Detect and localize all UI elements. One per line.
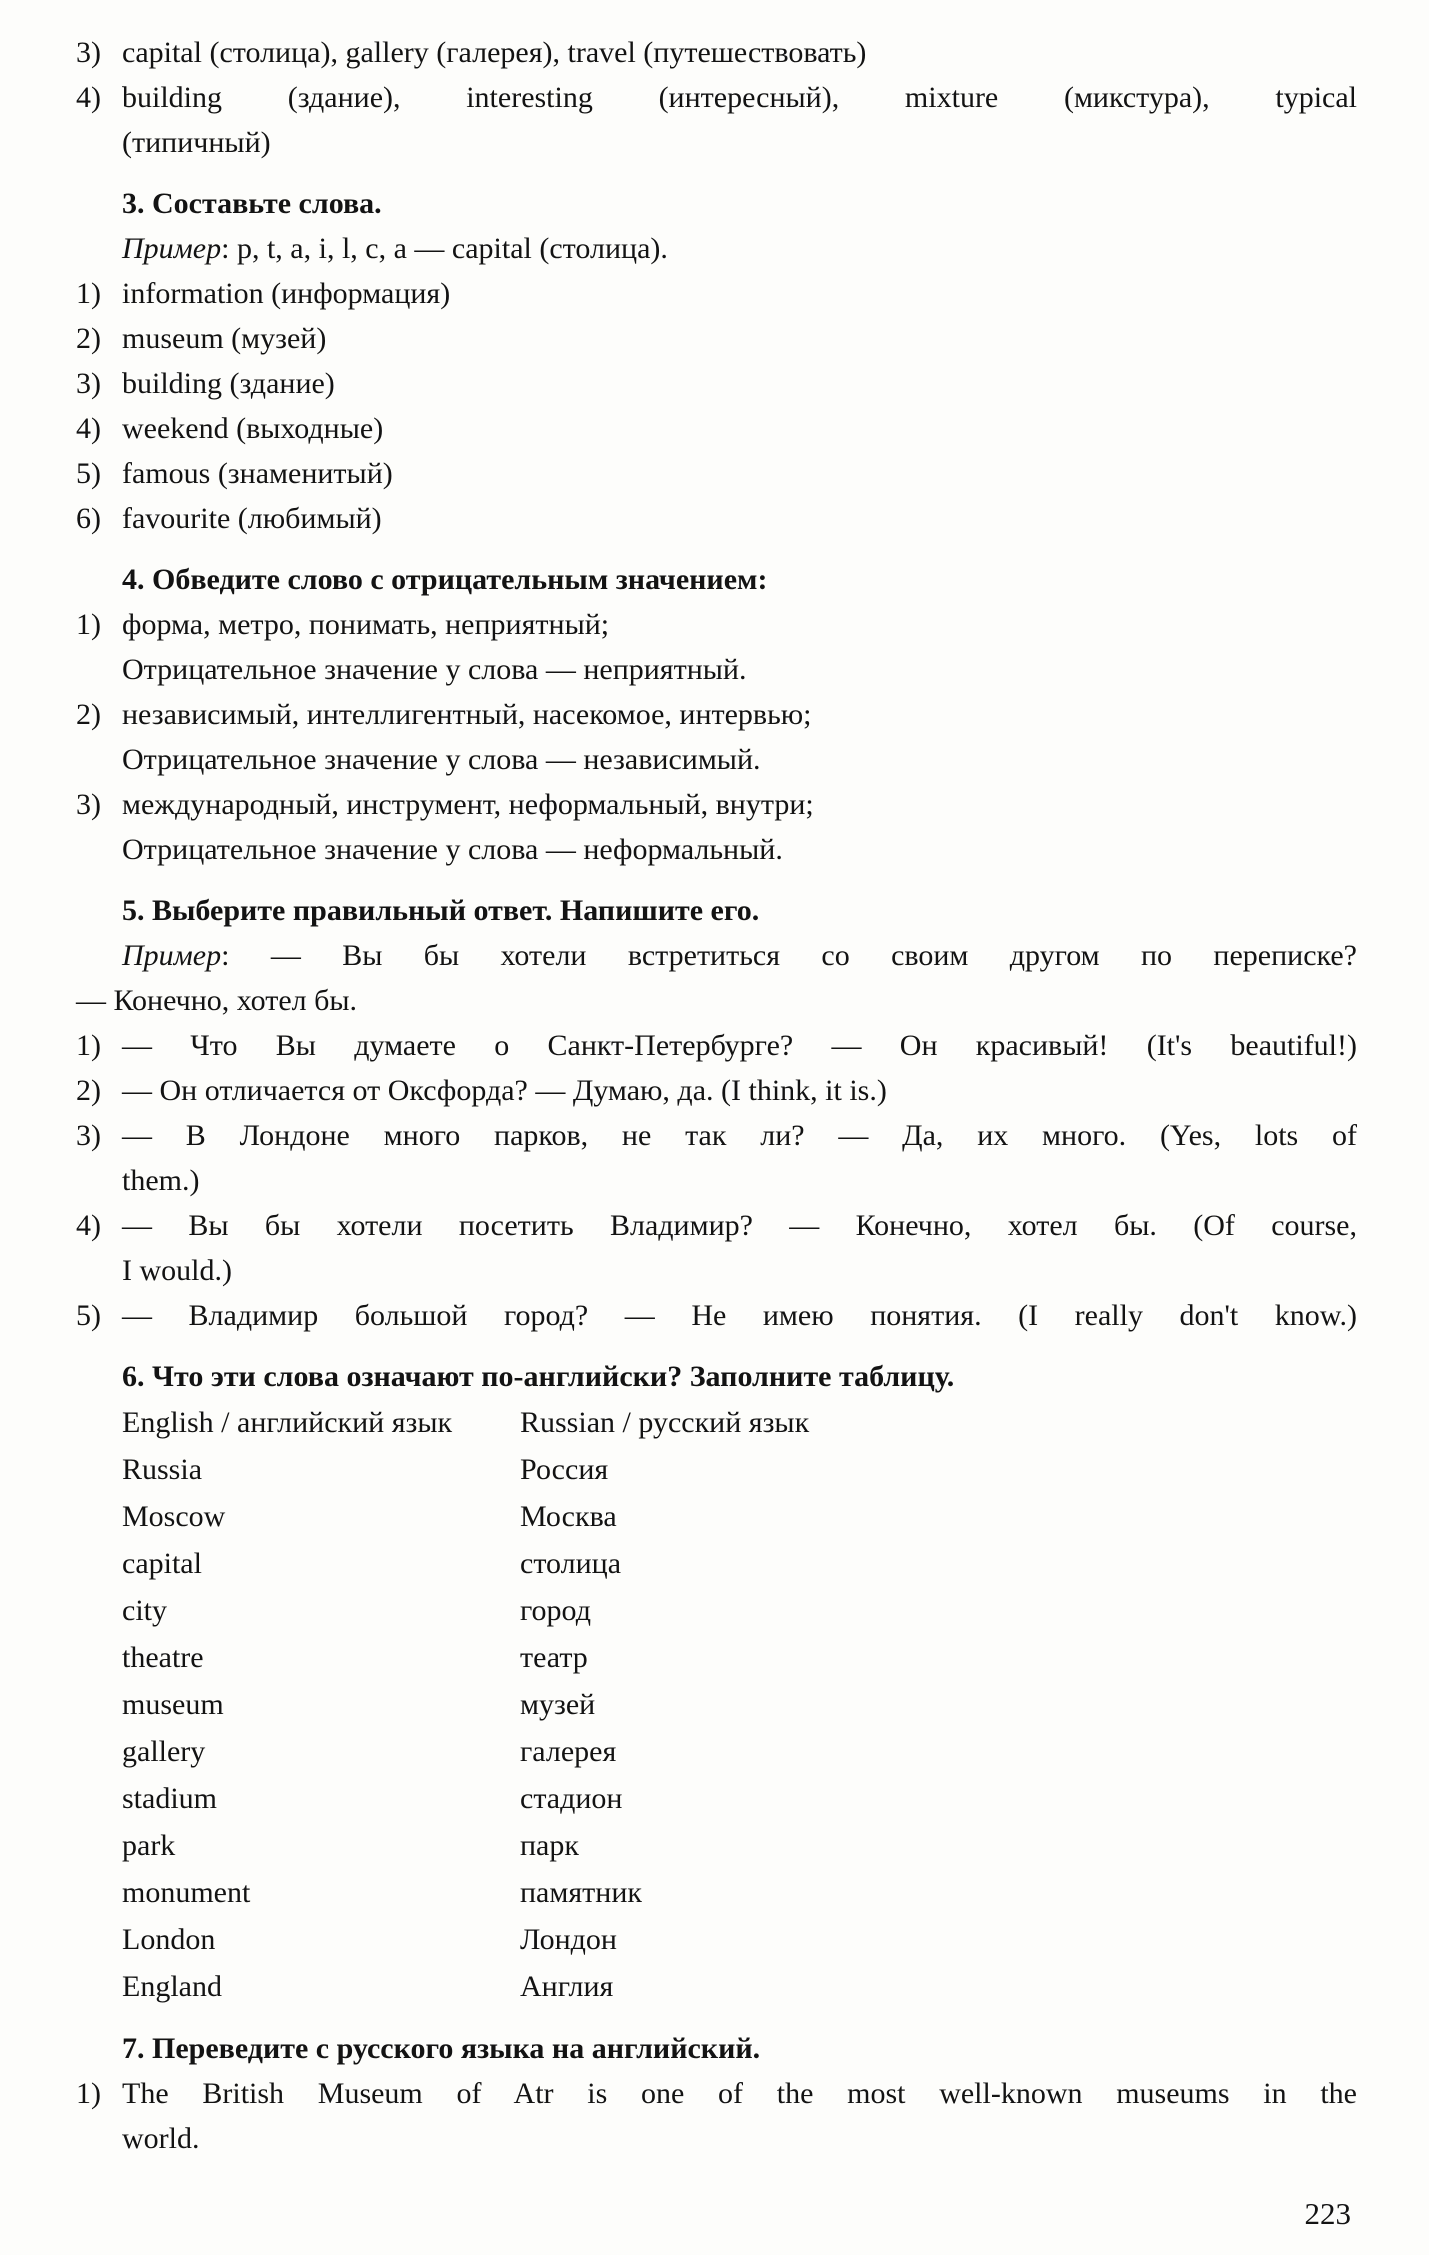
table-row bbox=[122, 1587, 1357, 1634]
table-cell-en: museum bbox=[122, 1688, 224, 1721]
table-cell-ru: Англия bbox=[520, 1970, 614, 2003]
table-cell-ru: парк bbox=[520, 1829, 579, 1862]
text-line: — Владимир большой город? — Не имею понятия. (I really don't know.) bbox=[122, 1299, 1357, 1332]
item-number: 4) bbox=[76, 81, 101, 114]
table-cell-ru: Москва bbox=[520, 1500, 617, 1533]
item-number: 1) bbox=[76, 277, 101, 310]
section-3-heading: 3. Составьте слова. bbox=[122, 187, 382, 220]
table-cell-en: England bbox=[122, 1970, 222, 2003]
table-cell-ru: музей bbox=[520, 1688, 596, 1721]
list-item bbox=[76, 1293, 1357, 1338]
table-row bbox=[122, 1540, 1357, 1587]
text-line: them.) bbox=[122, 1164, 200, 1197]
text-line: — В Лондоне много парков, не так ли? — Да, их много. (Yes, lots of bbox=[122, 1119, 1357, 1152]
item-text bbox=[122, 782, 1357, 872]
table-cell-en: monument bbox=[122, 1876, 251, 1909]
example-text: : — Вы бы хотели встретиться со своим другом по переписке? bbox=[221, 939, 1357, 972]
table-cell-ru: театр bbox=[520, 1641, 588, 1674]
section-7-heading: 7. Переведите с русского языка на английский. bbox=[122, 2032, 761, 2065]
table-row bbox=[122, 1775, 1357, 1822]
text-line: — Конечно, хотел бы. bbox=[76, 984, 358, 1017]
list-item bbox=[76, 30, 1357, 75]
text-line: The British Museum of Atr is one of the most well-known museums in the bbox=[122, 2077, 1357, 2110]
item-number: 3) bbox=[76, 367, 101, 400]
section-5-heading: 5. Выберите правильный ответ. Напишите его. bbox=[122, 894, 760, 927]
text-line: Отрицательное значение у слова — неприятный. bbox=[122, 653, 747, 686]
table-cell-en: London bbox=[122, 1923, 216, 1956]
item-number: 1) bbox=[76, 608, 101, 641]
list-item bbox=[76, 1023, 1357, 1068]
section-6-heading: 6. Что эти слова означают по-английски? Заполните таблицу. bbox=[122, 1360, 955, 1393]
item-text bbox=[122, 1023, 1357, 1068]
item-number: 5) bbox=[76, 1299, 101, 1332]
table-cell-en: city bbox=[122, 1594, 167, 1627]
item-text bbox=[122, 30, 1357, 75]
item-number: 4) bbox=[76, 412, 101, 445]
table-row bbox=[122, 1634, 1357, 1681]
list-item bbox=[76, 451, 1357, 496]
item-text bbox=[122, 2071, 1357, 2161]
table-row bbox=[122, 1963, 1357, 2010]
table-row bbox=[122, 1681, 1357, 1728]
table-cell-en: theatre bbox=[122, 1641, 204, 1674]
item-number: 3) bbox=[76, 788, 101, 821]
text-line: capital (столица), gallery (галерея), travel (путешествовать) bbox=[122, 36, 867, 69]
table-cell-ru: Россия bbox=[520, 1453, 609, 1486]
table-row bbox=[122, 1822, 1357, 1869]
item-text bbox=[122, 1068, 1357, 1113]
list-item bbox=[76, 1203, 1357, 1293]
item-text bbox=[122, 602, 1357, 692]
table-cell-ru: памятник bbox=[520, 1876, 642, 1909]
item-number: 2) bbox=[76, 322, 101, 355]
text-line: famous (знаменитый) bbox=[122, 457, 393, 490]
item-number: 1) bbox=[76, 2077, 101, 2110]
text-line: weekend (выходные) bbox=[122, 412, 384, 445]
table-cell-ru: Лондон bbox=[520, 1923, 617, 1956]
text-line: building (здание) bbox=[122, 367, 335, 400]
text-line: favourite (любимый) bbox=[122, 502, 382, 535]
text-line: museum (музей) bbox=[122, 322, 327, 355]
text-line: независимый, интеллигентный, насекомое, интервью; bbox=[122, 698, 812, 731]
example-label: Пример bbox=[122, 232, 222, 265]
table-header-row bbox=[122, 1399, 1357, 1446]
table-cell-en: Moscow bbox=[122, 1500, 226, 1533]
text-line: — Вы бы хотели посетить Владимир? — Конечно, хотел бы. (Of course, bbox=[122, 1209, 1357, 1242]
text-line: building (здание), interesting (интересный), mixture (микстура), typical bbox=[122, 81, 1357, 114]
text-line: форма, метро, понимать, неприятный; bbox=[122, 608, 610, 641]
item-text bbox=[122, 361, 1357, 406]
list-item bbox=[76, 75, 1357, 165]
table-row bbox=[122, 1493, 1357, 1540]
item-text bbox=[122, 451, 1357, 496]
page-number: 223 bbox=[1304, 2196, 1351, 2231]
item-text bbox=[122, 1113, 1357, 1203]
item-number: 2) bbox=[76, 1074, 101, 1107]
list-item bbox=[76, 602, 1357, 692]
word-table bbox=[122, 1399, 1357, 2010]
table-row bbox=[122, 1916, 1357, 1963]
table-cell-en: stadium bbox=[122, 1782, 217, 1815]
item-number: 4) bbox=[76, 1209, 101, 1242]
section-4-heading: 4. Обведите слово с отрицательным значением: bbox=[122, 563, 768, 596]
item-text bbox=[122, 496, 1357, 541]
table-row bbox=[122, 1446, 1357, 1493]
text-line: международный, инструмент, неформальный, внутри; bbox=[122, 788, 814, 821]
item-number: 1) bbox=[76, 1029, 101, 1062]
list-item bbox=[76, 2071, 1357, 2161]
item-text bbox=[122, 75, 1357, 165]
item-number: 5) bbox=[76, 457, 101, 490]
table-row bbox=[122, 1869, 1357, 1916]
item-text bbox=[122, 692, 1357, 782]
item-text bbox=[122, 406, 1357, 451]
list-item bbox=[76, 496, 1357, 541]
table-cell-en: park bbox=[122, 1829, 176, 1862]
item-number: 2) bbox=[76, 698, 101, 731]
table-header-english: English / английский язык bbox=[122, 1406, 453, 1439]
item-number: 3) bbox=[76, 36, 101, 69]
section-3-example bbox=[122, 226, 1357, 271]
list-item bbox=[76, 1113, 1357, 1203]
text-line: I would.) bbox=[122, 1254, 232, 1287]
section-5-example bbox=[76, 933, 1357, 1023]
text-line: world. bbox=[122, 2122, 200, 2155]
table-cell-en: capital bbox=[122, 1547, 202, 1580]
text-line: Отрицательное значение у слова — независимый. bbox=[122, 743, 761, 776]
list-item bbox=[76, 692, 1357, 782]
text-line: — Он отличается от Оксфорда? — Думаю, да. (I think, it is.) bbox=[122, 1074, 887, 1107]
list-item bbox=[76, 1068, 1357, 1113]
table-header-russian: Russian / русский язык bbox=[520, 1406, 810, 1439]
item-text bbox=[122, 316, 1357, 361]
list-item bbox=[76, 406, 1357, 451]
list-item bbox=[76, 271, 1357, 316]
item-text bbox=[122, 1293, 1357, 1338]
text-line: — Что Вы думаете о Санкт-Петербурге? — Он красивый! (It's beautiful!) bbox=[122, 1029, 1357, 1062]
table-cell-ru: столица bbox=[520, 1547, 622, 1580]
list-item bbox=[76, 782, 1357, 872]
text-line: (типичный) bbox=[122, 126, 271, 159]
text-line: information (информация) bbox=[122, 277, 451, 310]
item-text bbox=[122, 271, 1357, 316]
table-cell-en: gallery bbox=[122, 1735, 206, 1768]
table-cell-en: Russia bbox=[122, 1453, 203, 1486]
text-line bbox=[76, 933, 1357, 978]
table-cell-ru: город bbox=[520, 1594, 591, 1627]
table-row bbox=[122, 1728, 1357, 1775]
list-item bbox=[76, 361, 1357, 406]
table-cell-ru: стадион bbox=[520, 1782, 623, 1815]
table-cell-ru: галерея bbox=[520, 1735, 617, 1768]
example-label: Пример bbox=[122, 939, 222, 972]
example-text: : p, t, a, i, l, c, a — capital (столица). bbox=[221, 232, 668, 265]
text-line: Отрицательное значение у слова — неформальный. bbox=[122, 833, 783, 866]
item-number: 3) bbox=[76, 1119, 101, 1152]
list-item bbox=[76, 316, 1357, 361]
item-text bbox=[122, 1203, 1357, 1293]
item-number: 6) bbox=[76, 502, 101, 535]
